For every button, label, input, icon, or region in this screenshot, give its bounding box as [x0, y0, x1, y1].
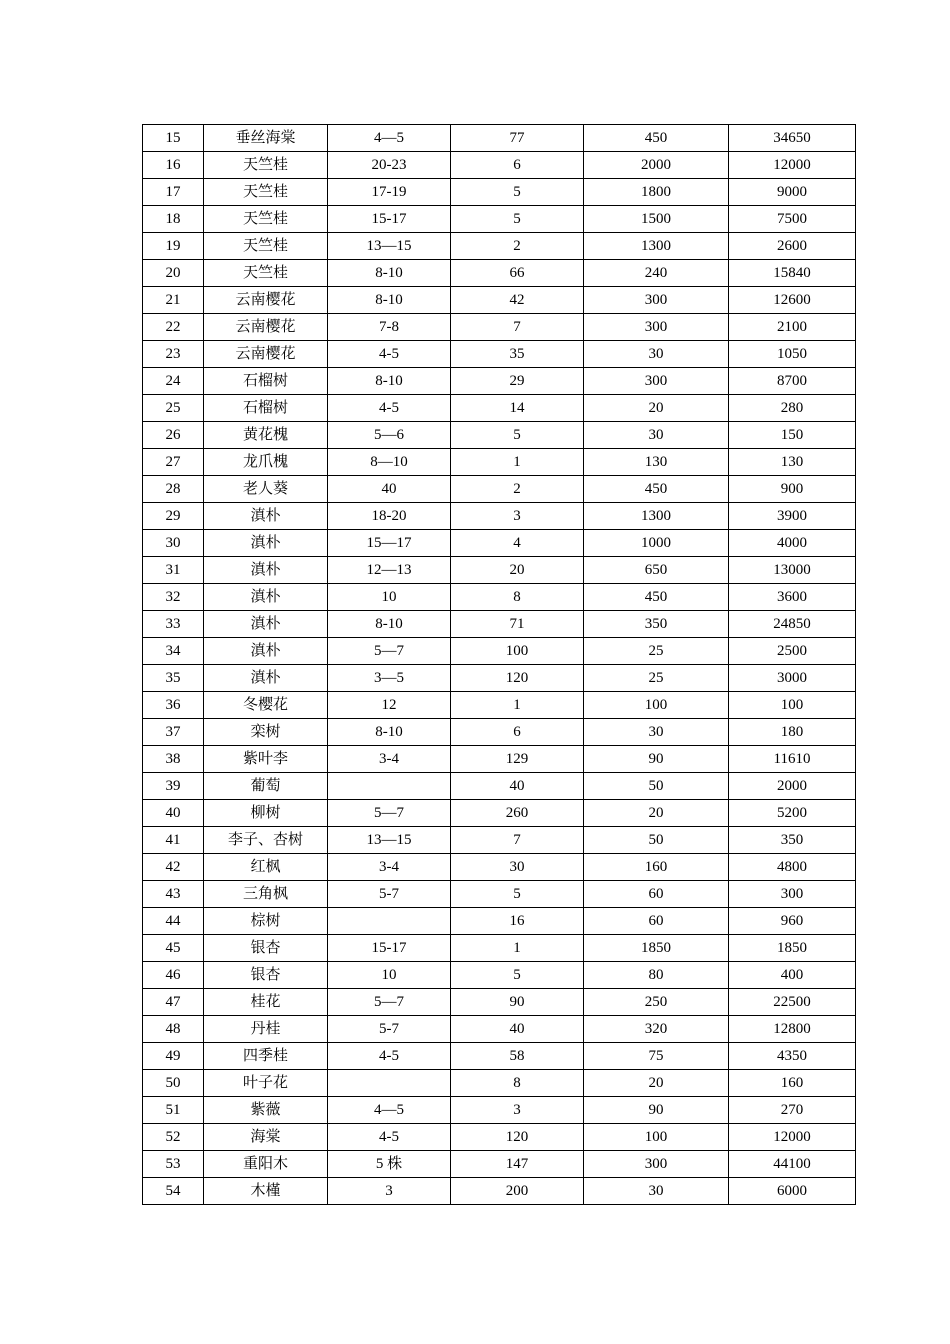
- unit-price-cell: 100: [584, 692, 729, 719]
- quantity-cell: 14: [451, 395, 584, 422]
- total-amount-cell: 8700: [729, 368, 856, 395]
- specification-cell: 4-5: [328, 1124, 451, 1151]
- row-number-cell: 46: [143, 962, 204, 989]
- row-number-cell: 36: [143, 692, 204, 719]
- specification-cell: 13—15: [328, 827, 451, 854]
- specification-cell: 3-4: [328, 746, 451, 773]
- quantity-cell: 16: [451, 908, 584, 935]
- quantity-cell: 1: [451, 935, 584, 962]
- unit-price-cell: 50: [584, 827, 729, 854]
- quantity-cell: 71: [451, 611, 584, 638]
- row-number-cell: 50: [143, 1070, 204, 1097]
- table-row: [143, 287, 856, 314]
- table-row: [143, 611, 856, 638]
- specification-cell: 20-23: [328, 152, 451, 179]
- specification-cell: 8-10: [328, 611, 451, 638]
- row-number-cell: 43: [143, 881, 204, 908]
- specification-cell: 7-8: [328, 314, 451, 341]
- specification-cell: 10: [328, 584, 451, 611]
- table-row: [143, 449, 856, 476]
- table-row: [143, 1070, 856, 1097]
- quantity-cell: 100: [451, 638, 584, 665]
- unit-price-cell: 25: [584, 638, 729, 665]
- plant-name-cell: 银杏: [204, 935, 328, 962]
- specification-cell: 4-5: [328, 1043, 451, 1070]
- table-row: [143, 665, 856, 692]
- total-amount-cell: 11610: [729, 746, 856, 773]
- unit-price-cell: 1000: [584, 530, 729, 557]
- unit-price-cell: 300: [584, 1151, 729, 1178]
- quantity-cell: 29: [451, 368, 584, 395]
- plant-name-cell: 桂花: [204, 989, 328, 1016]
- quantity-cell: 77: [451, 125, 584, 152]
- row-number-cell: 34: [143, 638, 204, 665]
- total-amount-cell: 900: [729, 476, 856, 503]
- plant-name-cell: 滇朴: [204, 665, 328, 692]
- quantity-cell: 120: [451, 665, 584, 692]
- unit-price-cell: 450: [584, 584, 729, 611]
- row-number-cell: 30: [143, 530, 204, 557]
- table-row: [143, 800, 856, 827]
- total-amount-cell: 2100: [729, 314, 856, 341]
- specification-cell: 4-5: [328, 395, 451, 422]
- quantity-cell: 35: [451, 341, 584, 368]
- table-row: [143, 557, 856, 584]
- total-amount-cell: 34650: [729, 125, 856, 152]
- total-amount-cell: 400: [729, 962, 856, 989]
- total-amount-cell: 130: [729, 449, 856, 476]
- unit-price-cell: 60: [584, 881, 729, 908]
- specification-cell: 18-20: [328, 503, 451, 530]
- plant-name-cell: 石榴树: [204, 395, 328, 422]
- specification-cell: 5 株: [328, 1151, 451, 1178]
- plant-name-cell: 滇朴: [204, 638, 328, 665]
- row-number-cell: 39: [143, 773, 204, 800]
- unit-price-cell: 20: [584, 800, 729, 827]
- table-row: [143, 233, 856, 260]
- row-number-cell: 32: [143, 584, 204, 611]
- unit-price-cell: 300: [584, 314, 729, 341]
- total-amount-cell: 4000: [729, 530, 856, 557]
- unit-price-cell: 250: [584, 989, 729, 1016]
- table-row: [143, 1016, 856, 1043]
- total-amount-cell: 2600: [729, 233, 856, 260]
- row-number-cell: 19: [143, 233, 204, 260]
- row-number-cell: 24: [143, 368, 204, 395]
- row-number-cell: 33: [143, 611, 204, 638]
- unit-price-cell: 90: [584, 746, 729, 773]
- quantity-cell: 260: [451, 800, 584, 827]
- total-amount-cell: 7500: [729, 206, 856, 233]
- unit-price-cell: 30: [584, 1178, 729, 1205]
- specification-cell: 15-17: [328, 935, 451, 962]
- plant-name-cell: 垂丝海棠: [204, 125, 328, 152]
- plant-name-cell: 天竺桂: [204, 260, 328, 287]
- specification-cell: 12—13: [328, 557, 451, 584]
- total-amount-cell: 280: [729, 395, 856, 422]
- row-number-cell: 20: [143, 260, 204, 287]
- plant-name-cell: 栾树: [204, 719, 328, 746]
- table-row: [143, 422, 856, 449]
- specification-cell: 3-4: [328, 854, 451, 881]
- specification-cell: [328, 773, 451, 800]
- table-row: [143, 719, 856, 746]
- total-amount-cell: 270: [729, 1097, 856, 1124]
- table-row: [143, 935, 856, 962]
- quantity-cell: 200: [451, 1178, 584, 1205]
- row-number-cell: 40: [143, 800, 204, 827]
- total-amount-cell: 350: [729, 827, 856, 854]
- plant-name-cell: 棕树: [204, 908, 328, 935]
- plant-name-cell: 云南樱花: [204, 341, 328, 368]
- quantity-cell: 147: [451, 1151, 584, 1178]
- table-row: [143, 881, 856, 908]
- plant-name-cell: 李子、杏树: [204, 827, 328, 854]
- row-number-cell: 38: [143, 746, 204, 773]
- unit-price-cell: 60: [584, 908, 729, 935]
- unit-price-cell: 20: [584, 1070, 729, 1097]
- quantity-cell: 5: [451, 881, 584, 908]
- specification-cell: 8-10: [328, 287, 451, 314]
- quantity-cell: 30: [451, 854, 584, 881]
- specification-cell: 4—5: [328, 1097, 451, 1124]
- plant-name-cell: 滇朴: [204, 530, 328, 557]
- row-number-cell: 42: [143, 854, 204, 881]
- plant-name-cell: 滇朴: [204, 557, 328, 584]
- row-number-cell: 49: [143, 1043, 204, 1070]
- table-row: [143, 530, 856, 557]
- total-amount-cell: 22500: [729, 989, 856, 1016]
- row-number-cell: 31: [143, 557, 204, 584]
- table-body: [143, 125, 856, 1205]
- plant-name-cell: 滇朴: [204, 503, 328, 530]
- table-row: [143, 908, 856, 935]
- specification-cell: 5—7: [328, 989, 451, 1016]
- specification-cell: 4-5: [328, 341, 451, 368]
- specification-cell: 5-7: [328, 881, 451, 908]
- table-row: [143, 692, 856, 719]
- table-row: [143, 962, 856, 989]
- total-amount-cell: 100: [729, 692, 856, 719]
- row-number-cell: 22: [143, 314, 204, 341]
- table-row: [143, 827, 856, 854]
- quantity-cell: 129: [451, 746, 584, 773]
- unit-price-cell: 240: [584, 260, 729, 287]
- plant-name-cell: 紫叶李: [204, 746, 328, 773]
- unit-price-cell: 1300: [584, 233, 729, 260]
- table-row: [143, 368, 856, 395]
- unit-price-cell: 75: [584, 1043, 729, 1070]
- plant-name-cell: 银杏: [204, 962, 328, 989]
- specification-cell: 5—6: [328, 422, 451, 449]
- plant-name-cell: 滇朴: [204, 584, 328, 611]
- row-number-cell: 15: [143, 125, 204, 152]
- row-number-cell: 27: [143, 449, 204, 476]
- plant-name-cell: 龙爪槐: [204, 449, 328, 476]
- row-number-cell: 37: [143, 719, 204, 746]
- specification-cell: 8-10: [328, 260, 451, 287]
- quantity-cell: 5: [451, 962, 584, 989]
- unit-price-cell: 90: [584, 1097, 729, 1124]
- specification-cell: [328, 1070, 451, 1097]
- table-row: [143, 638, 856, 665]
- plant-name-cell: 三角枫: [204, 881, 328, 908]
- row-number-cell: 54: [143, 1178, 204, 1205]
- quantity-cell: 40: [451, 773, 584, 800]
- total-amount-cell: 3600: [729, 584, 856, 611]
- total-amount-cell: 24850: [729, 611, 856, 638]
- table-row: [143, 152, 856, 179]
- plant-name-cell: 丹桂: [204, 1016, 328, 1043]
- quantity-cell: 40: [451, 1016, 584, 1043]
- unit-price-cell: 1500: [584, 206, 729, 233]
- total-amount-cell: 44100: [729, 1151, 856, 1178]
- plant-name-cell: 冬樱花: [204, 692, 328, 719]
- total-amount-cell: 3000: [729, 665, 856, 692]
- table-row: [143, 989, 856, 1016]
- quantity-cell: 3: [451, 503, 584, 530]
- plant-name-cell: 叶子花: [204, 1070, 328, 1097]
- row-number-cell: 47: [143, 989, 204, 1016]
- quantity-cell: 5: [451, 179, 584, 206]
- total-amount-cell: 5200: [729, 800, 856, 827]
- total-amount-cell: 1850: [729, 935, 856, 962]
- total-amount-cell: 6000: [729, 1178, 856, 1205]
- plant-name-cell: 重阳木: [204, 1151, 328, 1178]
- specification-cell: 15-17: [328, 206, 451, 233]
- table-row: [143, 854, 856, 881]
- plant-name-cell: 黄花槐: [204, 422, 328, 449]
- unit-price-cell: 450: [584, 125, 729, 152]
- quantity-cell: 3: [451, 1097, 584, 1124]
- table-row: [143, 584, 856, 611]
- table-row: [143, 1178, 856, 1205]
- table-row: [143, 1151, 856, 1178]
- row-number-cell: 23: [143, 341, 204, 368]
- plant-name-cell: 天竺桂: [204, 152, 328, 179]
- row-number-cell: 18: [143, 206, 204, 233]
- row-number-cell: 16: [143, 152, 204, 179]
- table-row: [143, 395, 856, 422]
- unit-price-cell: 30: [584, 719, 729, 746]
- quantity-cell: 90: [451, 989, 584, 1016]
- specification-cell: 4—5: [328, 125, 451, 152]
- row-number-cell: 44: [143, 908, 204, 935]
- plant-name-cell: 木槿: [204, 1178, 328, 1205]
- quantity-cell: 66: [451, 260, 584, 287]
- specification-cell: 17-19: [328, 179, 451, 206]
- table-row: [143, 341, 856, 368]
- plant-name-cell: 海棠: [204, 1124, 328, 1151]
- quantity-cell: 8: [451, 1070, 584, 1097]
- total-amount-cell: 300: [729, 881, 856, 908]
- quantity-cell: 2: [451, 476, 584, 503]
- specification-cell: 8-10: [328, 368, 451, 395]
- unit-price-cell: 1300: [584, 503, 729, 530]
- unit-price-cell: 300: [584, 287, 729, 314]
- quantity-cell: 7: [451, 314, 584, 341]
- table-row: [143, 1124, 856, 1151]
- specification-cell: 5—7: [328, 638, 451, 665]
- row-number-cell: 48: [143, 1016, 204, 1043]
- total-amount-cell: 2500: [729, 638, 856, 665]
- total-amount-cell: 13000: [729, 557, 856, 584]
- quantity-cell: 6: [451, 719, 584, 746]
- quantity-cell: 20: [451, 557, 584, 584]
- plant-name-cell: 紫薇: [204, 1097, 328, 1124]
- table-row: [143, 773, 856, 800]
- row-number-cell: 45: [143, 935, 204, 962]
- quantity-cell: 5: [451, 422, 584, 449]
- unit-price-cell: 350: [584, 611, 729, 638]
- quantity-cell: 8: [451, 584, 584, 611]
- specification-cell: 3: [328, 1178, 451, 1205]
- specification-cell: [328, 908, 451, 935]
- quantity-cell: 2: [451, 233, 584, 260]
- unit-price-cell: 80: [584, 962, 729, 989]
- unit-price-cell: 100: [584, 1124, 729, 1151]
- table-row: [143, 179, 856, 206]
- quantity-cell: 4: [451, 530, 584, 557]
- specification-cell: 13—15: [328, 233, 451, 260]
- plant-name-cell: 红枫: [204, 854, 328, 881]
- row-number-cell: 52: [143, 1124, 204, 1151]
- table-row: [143, 314, 856, 341]
- plant-name-cell: 老人葵: [204, 476, 328, 503]
- unit-price-cell: 130: [584, 449, 729, 476]
- quantity-cell: 58: [451, 1043, 584, 1070]
- total-amount-cell: 180: [729, 719, 856, 746]
- unit-price-cell: 2000: [584, 152, 729, 179]
- total-amount-cell: 12800: [729, 1016, 856, 1043]
- specification-cell: 8-10: [328, 719, 451, 746]
- row-number-cell: 41: [143, 827, 204, 854]
- specification-cell: 10: [328, 962, 451, 989]
- total-amount-cell: 12600: [729, 287, 856, 314]
- quantity-cell: 6: [451, 152, 584, 179]
- total-amount-cell: 160: [729, 1070, 856, 1097]
- plant-name-cell: 葡萄: [204, 773, 328, 800]
- total-amount-cell: 12000: [729, 152, 856, 179]
- table-row: [143, 260, 856, 287]
- table-row: [143, 746, 856, 773]
- table-row: [143, 206, 856, 233]
- row-number-cell: 25: [143, 395, 204, 422]
- unit-price-cell: 30: [584, 341, 729, 368]
- unit-price-cell: 20: [584, 395, 729, 422]
- row-number-cell: 29: [143, 503, 204, 530]
- total-amount-cell: 1050: [729, 341, 856, 368]
- unit-price-cell: 320: [584, 1016, 729, 1043]
- row-number-cell: 51: [143, 1097, 204, 1124]
- row-number-cell: 53: [143, 1151, 204, 1178]
- table-row: [143, 125, 856, 152]
- plant-name-cell: 云南樱花: [204, 287, 328, 314]
- unit-price-cell: 30: [584, 422, 729, 449]
- quantity-cell: 1: [451, 449, 584, 476]
- specification-cell: 8—10: [328, 449, 451, 476]
- plant-name-cell: 柳树: [204, 800, 328, 827]
- quantity-cell: 7: [451, 827, 584, 854]
- plant-name-cell: 天竺桂: [204, 206, 328, 233]
- row-number-cell: 17: [143, 179, 204, 206]
- row-number-cell: 28: [143, 476, 204, 503]
- specification-cell: 3—5: [328, 665, 451, 692]
- specification-cell: 12: [328, 692, 451, 719]
- total-amount-cell: 4350: [729, 1043, 856, 1070]
- table-row: [143, 1097, 856, 1124]
- quantity-cell: 42: [451, 287, 584, 314]
- unit-price-cell: 25: [584, 665, 729, 692]
- total-amount-cell: 2000: [729, 773, 856, 800]
- specification-cell: 15—17: [328, 530, 451, 557]
- row-number-cell: 26: [143, 422, 204, 449]
- total-amount-cell: 960: [729, 908, 856, 935]
- plant-name-cell: 天竺桂: [204, 233, 328, 260]
- unit-price-cell: 160: [584, 854, 729, 881]
- total-amount-cell: 4800: [729, 854, 856, 881]
- table-row: [143, 476, 856, 503]
- plant-name-cell: 云南樱花: [204, 314, 328, 341]
- unit-price-cell: 300: [584, 368, 729, 395]
- total-amount-cell: 15840: [729, 260, 856, 287]
- specification-cell: 40: [328, 476, 451, 503]
- unit-price-cell: 1850: [584, 935, 729, 962]
- row-number-cell: 21: [143, 287, 204, 314]
- table-row: [143, 1043, 856, 1070]
- unit-price-cell: 1800: [584, 179, 729, 206]
- specification-cell: 5—7: [328, 800, 451, 827]
- plant-name-cell: 四季桂: [204, 1043, 328, 1070]
- row-number-cell: 35: [143, 665, 204, 692]
- quantity-cell: 1: [451, 692, 584, 719]
- quantity-cell: 5: [451, 206, 584, 233]
- unit-price-cell: 50: [584, 773, 729, 800]
- quantity-cell: 120: [451, 1124, 584, 1151]
- plant-inventory-table: [142, 124, 856, 1205]
- table-row: [143, 503, 856, 530]
- total-amount-cell: 9000: [729, 179, 856, 206]
- unit-price-cell: 450: [584, 476, 729, 503]
- total-amount-cell: 3900: [729, 503, 856, 530]
- specification-cell: 5-7: [328, 1016, 451, 1043]
- plant-name-cell: 石榴树: [204, 368, 328, 395]
- unit-price-cell: 650: [584, 557, 729, 584]
- plant-name-cell: 天竺桂: [204, 179, 328, 206]
- plant-name-cell: 滇朴: [204, 611, 328, 638]
- total-amount-cell: 150: [729, 422, 856, 449]
- total-amount-cell: 12000: [729, 1124, 856, 1151]
